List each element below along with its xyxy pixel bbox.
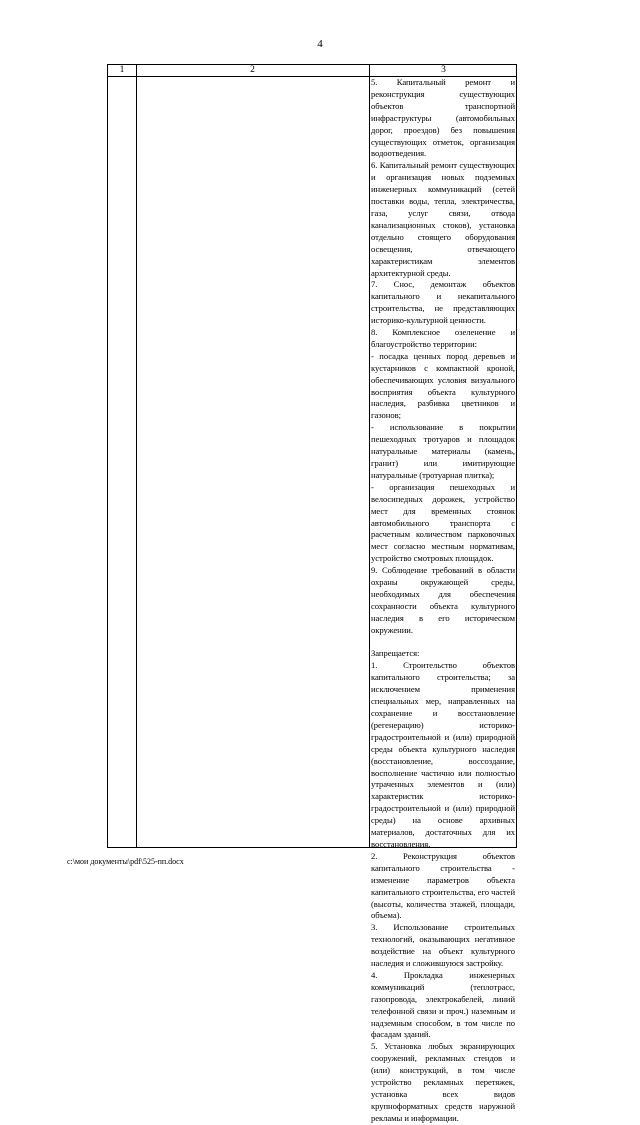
prohibited-item-1: 1. Строительство объектов капитального строительства; за исключением применения специальных мер, направленных на сохранение и восстановление (регенерацию) историко-градостроительной и (или) природной среды объекта культурного наследия (восстановление, воссоздание, восполнение частично или полностью утраченных элементов и (или) характеристик историко-градостроительной и (или) природной среды) на основе архивных материалов, достаточных для их восстановления.: [371, 660, 515, 849]
paragraph-bullet-paving: - использование в покрытии пешеходных тротуаров и площадок натуральные материалы (камень, гранит) или имитирующие натуральные (тротуарная плитка);: [371, 422, 515, 480]
prohibited-item-5: 5. Установка любых экранирующих сооружений, рекламных стендов и (или) конструкций, в том числе устройство рекламных перетяжек, установка всех видов крупноформатных средств наружной рекламы и информации.: [371, 1041, 515, 1123]
column-divider-2: [369, 65, 370, 847]
paragraph-item-5-repair-transport: 5. Капитальный ремонт и реконструкция существующих объектов транспортной инфраструктуры (автомобильных дорог, проездов) без повышения существующих отметок, организация водоотведения.: [371, 77, 515, 159]
prohibited-item-2: 2. Реконструкция объектов капитального строительства - изменение параметров объекта капитального строительства, его частей (высоты, количества этажей, площади, объема).: [371, 850, 515, 921]
prohibited-heading: Запрещается:: [371, 648, 420, 659]
paragraph-item-6-utilities: 6. Капитальный ремонт существующих и организация новых подземных инженерных коммуникаций (сетей поставки воды, тепла, электричества, газа, услуг связи, отвода канализационных стоков), установка отдельно стоящего оборудования освещения, отвечающего характеристикам элементов архитектурной среды.: [371, 160, 515, 278]
paragraph-bullet-planting: - посадка ценных пород деревьев и кустарников с компактной кроной, обеспечивающих условия визуального восприятия объекта культурного наследия, разбивка цветников и газонов;: [371, 350, 515, 421]
paragraph-item-8-landscaping: 8. Комплексное озеленение и благоустройство территории:: [371, 327, 515, 349]
paragraph-item-7-demolition: 7. Снос, демонтаж объектов капитального и некапитального строительства, не представляющих историко-культурной ценности.: [371, 279, 515, 326]
column-divider-1: [136, 65, 137, 847]
column-header-3: 3: [441, 65, 446, 75]
footer-file-path: c:\мои документы\pdf\525-пп.docx: [67, 857, 184, 866]
column-3-content: [371, 77, 515, 1125]
paragraph-bullet-paths: - организация пешеходных и велосипедных дорожек, устройство мест для временных стоянок автомобильного транспорта с расчетным количеством парковочных мест согласно местным нормативам, устройство смотровых площадок.: [371, 481, 515, 564]
prohibited-item-4: 4. Прокладка инженерных коммуникаций (теплотрасс, газопровода, электрокабелей, линий телефонной связи и проч.) наземным и надземным способом, в том числе по фасадам зданий.: [371, 969, 515, 1040]
column-header-1: 1: [119, 65, 125, 75]
page-number: 4: [317, 38, 323, 50]
blank-line: [371, 637, 515, 649]
paragraph-item-9-environment: 9. Соблюдение требований в области охраны окружающей среды, необходимых для обеспечения сохранности объекта культурного наследия в его историческом окружении.: [371, 565, 515, 635]
prohibited-item-3: 3. Использование строительных технологий, оказывающих негативное воздействие на объект культурного наследия и сложившуюся застройку.: [371, 922, 515, 969]
table-header-row: [108, 65, 516, 77]
column-header-2: 2: [250, 65, 255, 75]
